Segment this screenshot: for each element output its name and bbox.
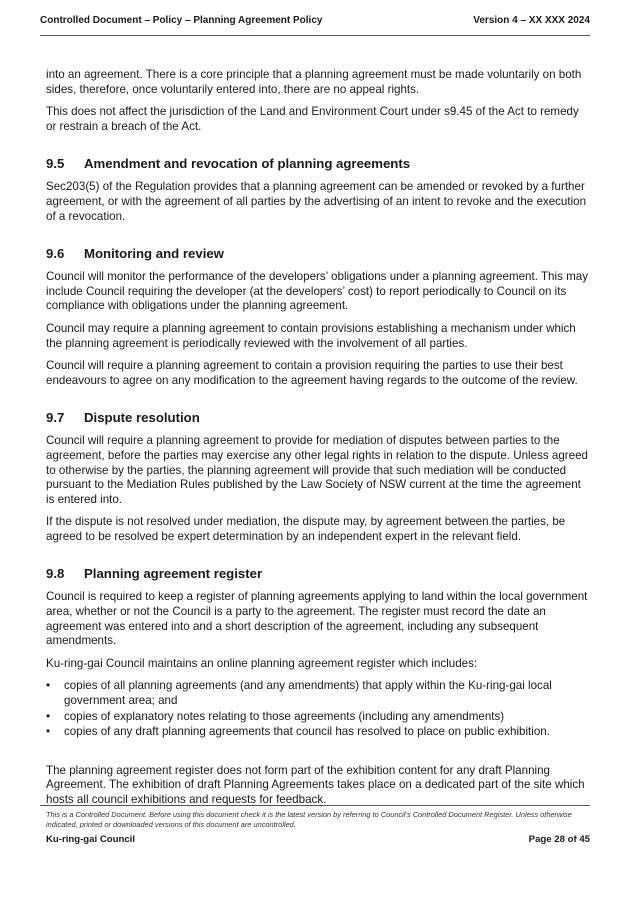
document-title: Controlled Document – Policy – Planning Agreement Policy — [40, 15, 323, 26]
intro-paragraph-2: This does not affect the jurisdiction of the Land and Environment Court under s9.45 of the Act to remedy or restrain a breach of the Act. — [46, 105, 579, 133]
page-content — [46, 68, 590, 808]
list-item-text: copies of any draft planning agreements that council has resolved to place on public exhibition. — [64, 725, 550, 739]
section-title: Dispute resolution — [84, 410, 200, 426]
footer-divider — [40, 805, 590, 806]
organisation-name: Ku-ring-gai Council — [46, 834, 135, 845]
section-number: 9.5 — [46, 156, 65, 172]
document-version: Version 4 – XX XXX 2024 — [473, 15, 590, 26]
section-number: 9.7 — [46, 410, 65, 426]
section-heading-9-7 — [46, 410, 590, 426]
bullet-icon: • — [46, 709, 51, 723]
section-9-7-paragraph-1: Council will require a planning agreement to provide for mediation of disputes between parties to the agreement, before the parties may exercise any other legal rights in relation to the dispute. Unless agreed to otherwise by the parties, the planning agreement will provide that such mediation will be conducted pursuant to the Mediation Rules published by the Law Society of NSW current at the time the agreement is entered into. — [46, 434, 588, 506]
section-title: Planning agreement register — [84, 566, 263, 582]
header-divider — [40, 35, 590, 36]
section-heading-9-6 — [46, 246, 590, 262]
section-number: 9.8 — [46, 566, 65, 582]
section-9-8-paragraph-3: The planning agreement register does not form part of the exhibition content for any draft Planning Agreement. The exhibition of draft Planning Agreements takes place on a dedicated part of the site which hosts all council exhibitions and requests for feedback. — [46, 763, 585, 806]
page-number: Page 28 of 45 — [528, 834, 590, 845]
section-title: Monitoring and review — [84, 246, 224, 262]
section-title: Amendment and revocation of planning agreements — [84, 156, 411, 172]
section-9-6-paragraph-1: Council will monitor the performance of the developers’ obligations under a planning agreement. This may include Council requiring the developer (at the developers’ cost) to report periodically to Council on its compliance with obligations under the planning agreement. — [46, 270, 588, 313]
list-item — [46, 710, 590, 725]
list-item-text: copies of all planning agreements (and any amendments) that apply within the Ku-ring-gai local government area; and — [64, 679, 552, 708]
bullet-icon: • — [46, 725, 51, 739]
register-bullet-list — [46, 679, 590, 739]
section-9-8-paragraph-2: Ku-ring-gai Council maintains an online planning agreement register which includes: — [46, 656, 478, 670]
section-9-8-paragraph-1: Council is required to keep a register of planning agreements applying to land within the local government area, whether or not the Council is a party to the agreement. The register must record the date an agreement was entered into and a short description of the agreement, including any subsequent amendments. — [46, 590, 588, 648]
section-9-5-paragraph-1: Sec203(5) of the Regulation provides that a planning agreement can be amended or revoked by a further agreement, or with the agreement of all parties by the advertising of an intent to revoke and the execution of a revocation. — [46, 180, 587, 223]
list-item-text: copies of explanatory notes relating to those agreements (including any amendments) — [64, 709, 505, 723]
section-9-7-paragraph-2: If the dispute is not resolved under mediation, the dispute may, by agreement between the parties, be agreed to be resolved be expert determination by an independent expert in the relevant field. — [46, 515, 566, 543]
section-9-6-paragraph-3: Council will require a planning agreement to contain a provision requiring the parties to use their best endeavours to agree on any modification to the agreement having regards to the outcome of the review. — [46, 359, 578, 387]
bullet-icon: • — [46, 679, 51, 693]
intro-paragraph-1: into an agreement. There is a core principle that a planning agreement must be made voluntarily on both sides, therefore, once voluntarily entered into, there are no appeal rights. — [46, 68, 582, 96]
section-9-6-paragraph-2: Council may require a planning agreement to contain provisions establishing a mechanism under which the planning agreement is periodically reviewed with the involvement of all parties. — [46, 321, 576, 350]
section-heading-9-5 — [46, 156, 590, 172]
list-item — [46, 679, 590, 708]
section-heading-9-8 — [46, 566, 590, 582]
section-number: 9.6 — [46, 246, 65, 262]
list-item — [46, 725, 590, 740]
controlled-document-notice: This is a Controlled Document. Before using this document check it is the latest version by referring to Council’s Controlled Document Register. Unless otherwise indicated, printed or downloaded versions of this document are uncontrolled. — [46, 810, 572, 829]
